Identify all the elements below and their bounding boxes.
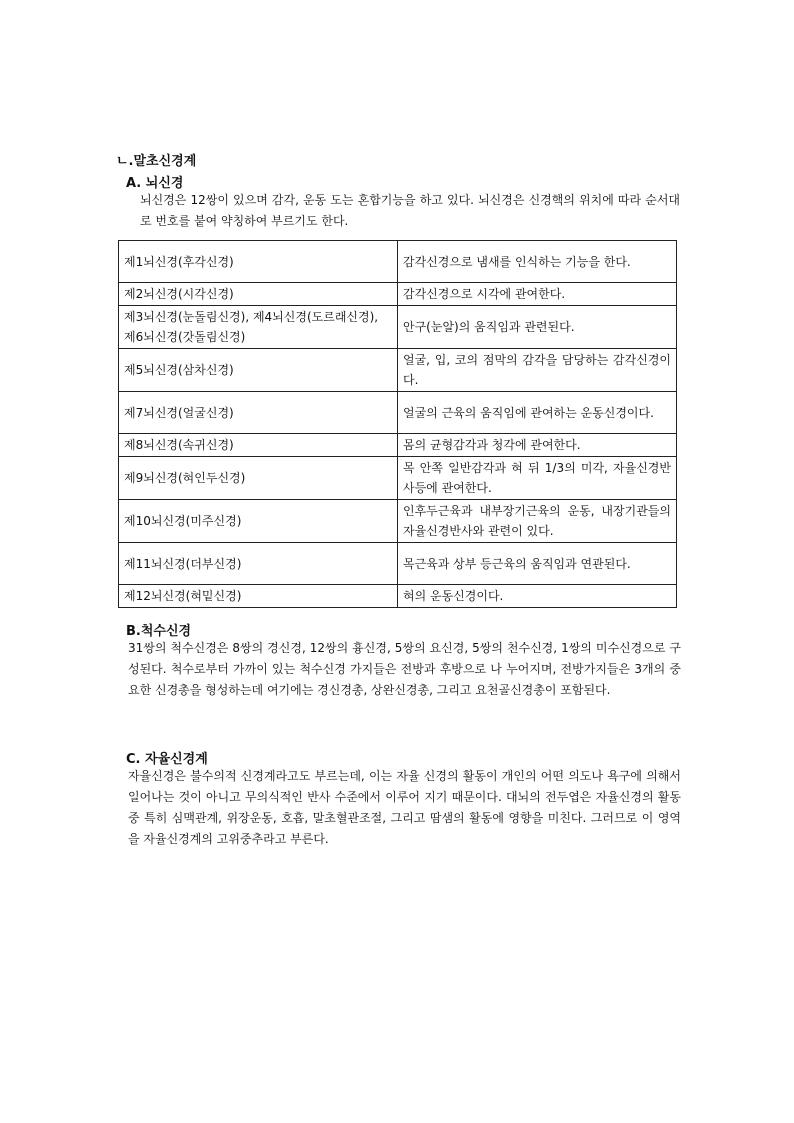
nerve-description: 몸의 균형감각과 청각에 관여한다.: [398, 434, 677, 457]
nerve-description: 얼굴의 근육의 움직임에 관여하는 운동신경이다.: [398, 392, 677, 434]
table-row: [119, 457, 677, 500]
spinal-heading: B.척수신경: [126, 624, 192, 639]
nerve-name: 제9뇌신경(혀인두신경): [119, 457, 398, 500]
table-row: [119, 306, 677, 349]
cranial-heading: A. 뇌신경: [126, 176, 184, 191]
table-row: [119, 500, 677, 543]
autonomic-heading: C. 자율신경계: [126, 752, 208, 767]
cranial-nerve-table: [118, 240, 677, 608]
spinal-body: [128, 638, 681, 701]
nerve-name: 제8뇌신경(속귀신경): [119, 434, 398, 457]
section-title: ㄴ.말초신경계: [116, 154, 197, 169]
autonomic-body: [128, 766, 681, 850]
nerve-name: 제10뇌신경(미주신경): [119, 500, 398, 543]
nerve-name: 제1뇌신경(후각신경): [119, 241, 398, 283]
table-row: [119, 585, 677, 608]
cranial-intro-text: 뇌신경은 12쌍이 있으며 감각, 운동 도는 혼합기능을 하고 있다. 뇌신경은 신경핵의 위치에 따라 순서대로 번호를 붙여 약칭하여 부르기도 한다.: [140, 193, 680, 228]
cranial-intro: [140, 190, 680, 232]
nerve-description: 목 안쪽 일반감각과 혀 뒤 1/3의 미각, 자율신경반사등에 관여한다.: [398, 457, 677, 500]
nerve-name: 제2뇌신경(시각신경): [119, 283, 398, 306]
nerve-name: 제3뇌신경(눈돌림신경), 제4뇌신경(도르래신경), 제6뇌신경(갓돌림신경): [119, 306, 398, 349]
table-row: [119, 283, 677, 306]
nerve-description: 얼굴, 입, 코의 점막의 감각을 담당하는 감각신경이다.: [398, 349, 677, 392]
table-row: [119, 392, 677, 434]
nerve-description: 감각신경으로 냄새를 인식하는 기능을 한다.: [398, 241, 677, 283]
autonomic-body-text: 자율신경은 불수의적 신경계라고도 부르는데, 이는 자율 신경의 활동이 개인의 어떤 의도나 욕구에 의해서 일어나는 것이 아니고 무의식적인 반사 수준에서 이루어 지기 때문이다. 대뇌의 전두엽은 자율신경의 활동 중 특히 심맥관계, 위장운동, 호흡, 말초혈관조절, 그리고 땀샘의 활동에 영향을 미친다. 그러므로 이 영역을 자율신경계의 고위중추라고 부른다.: [128, 769, 681, 846]
spinal-body-text: 31쌍의 척수신경은 8쌍의 경신경, 12쌍의 흉신경, 5쌍의 요신경, 5쌍의 천수신경, 1쌍의 미수신경으로 구성된다. 척수로부터 가까이 있는 척수신경 가지들은 전방과 후방으로 나 누어지며, 전방가지들은 3개의 중요한 신경총을 형성하는데 여기에는 경신경총, 상완신경총, 그리고 요천골신경총이 포함된다.: [128, 641, 681, 697]
nerve-name: 제12뇌신경(혀밑신경): [119, 585, 398, 608]
nerve-description: 목근육과 상부 등근육의 움직임과 연관된다.: [398, 543, 677, 585]
table-row: [119, 349, 677, 392]
nerve-description: 인후두근육과 내부장기근육의 운동, 내장기관들의 자율신경반사와 관련이 있다.: [398, 500, 677, 543]
table-row: [119, 241, 677, 283]
nerve-name: 제7뇌신경(얼굴신경): [119, 392, 398, 434]
nerve-name: 제5뇌신경(삼차신경): [119, 349, 398, 392]
nerve-description: 감각신경으로 시각에 관여한다.: [398, 283, 677, 306]
nerve-description: 안구(눈알)의 움직임과 관련된다.: [398, 306, 677, 349]
nerve-name: 제11뇌신경(더부신경): [119, 543, 398, 585]
table-row: [119, 543, 677, 585]
table-row: [119, 434, 677, 457]
nerve-description: 혀의 운동신경이다.: [398, 585, 677, 608]
